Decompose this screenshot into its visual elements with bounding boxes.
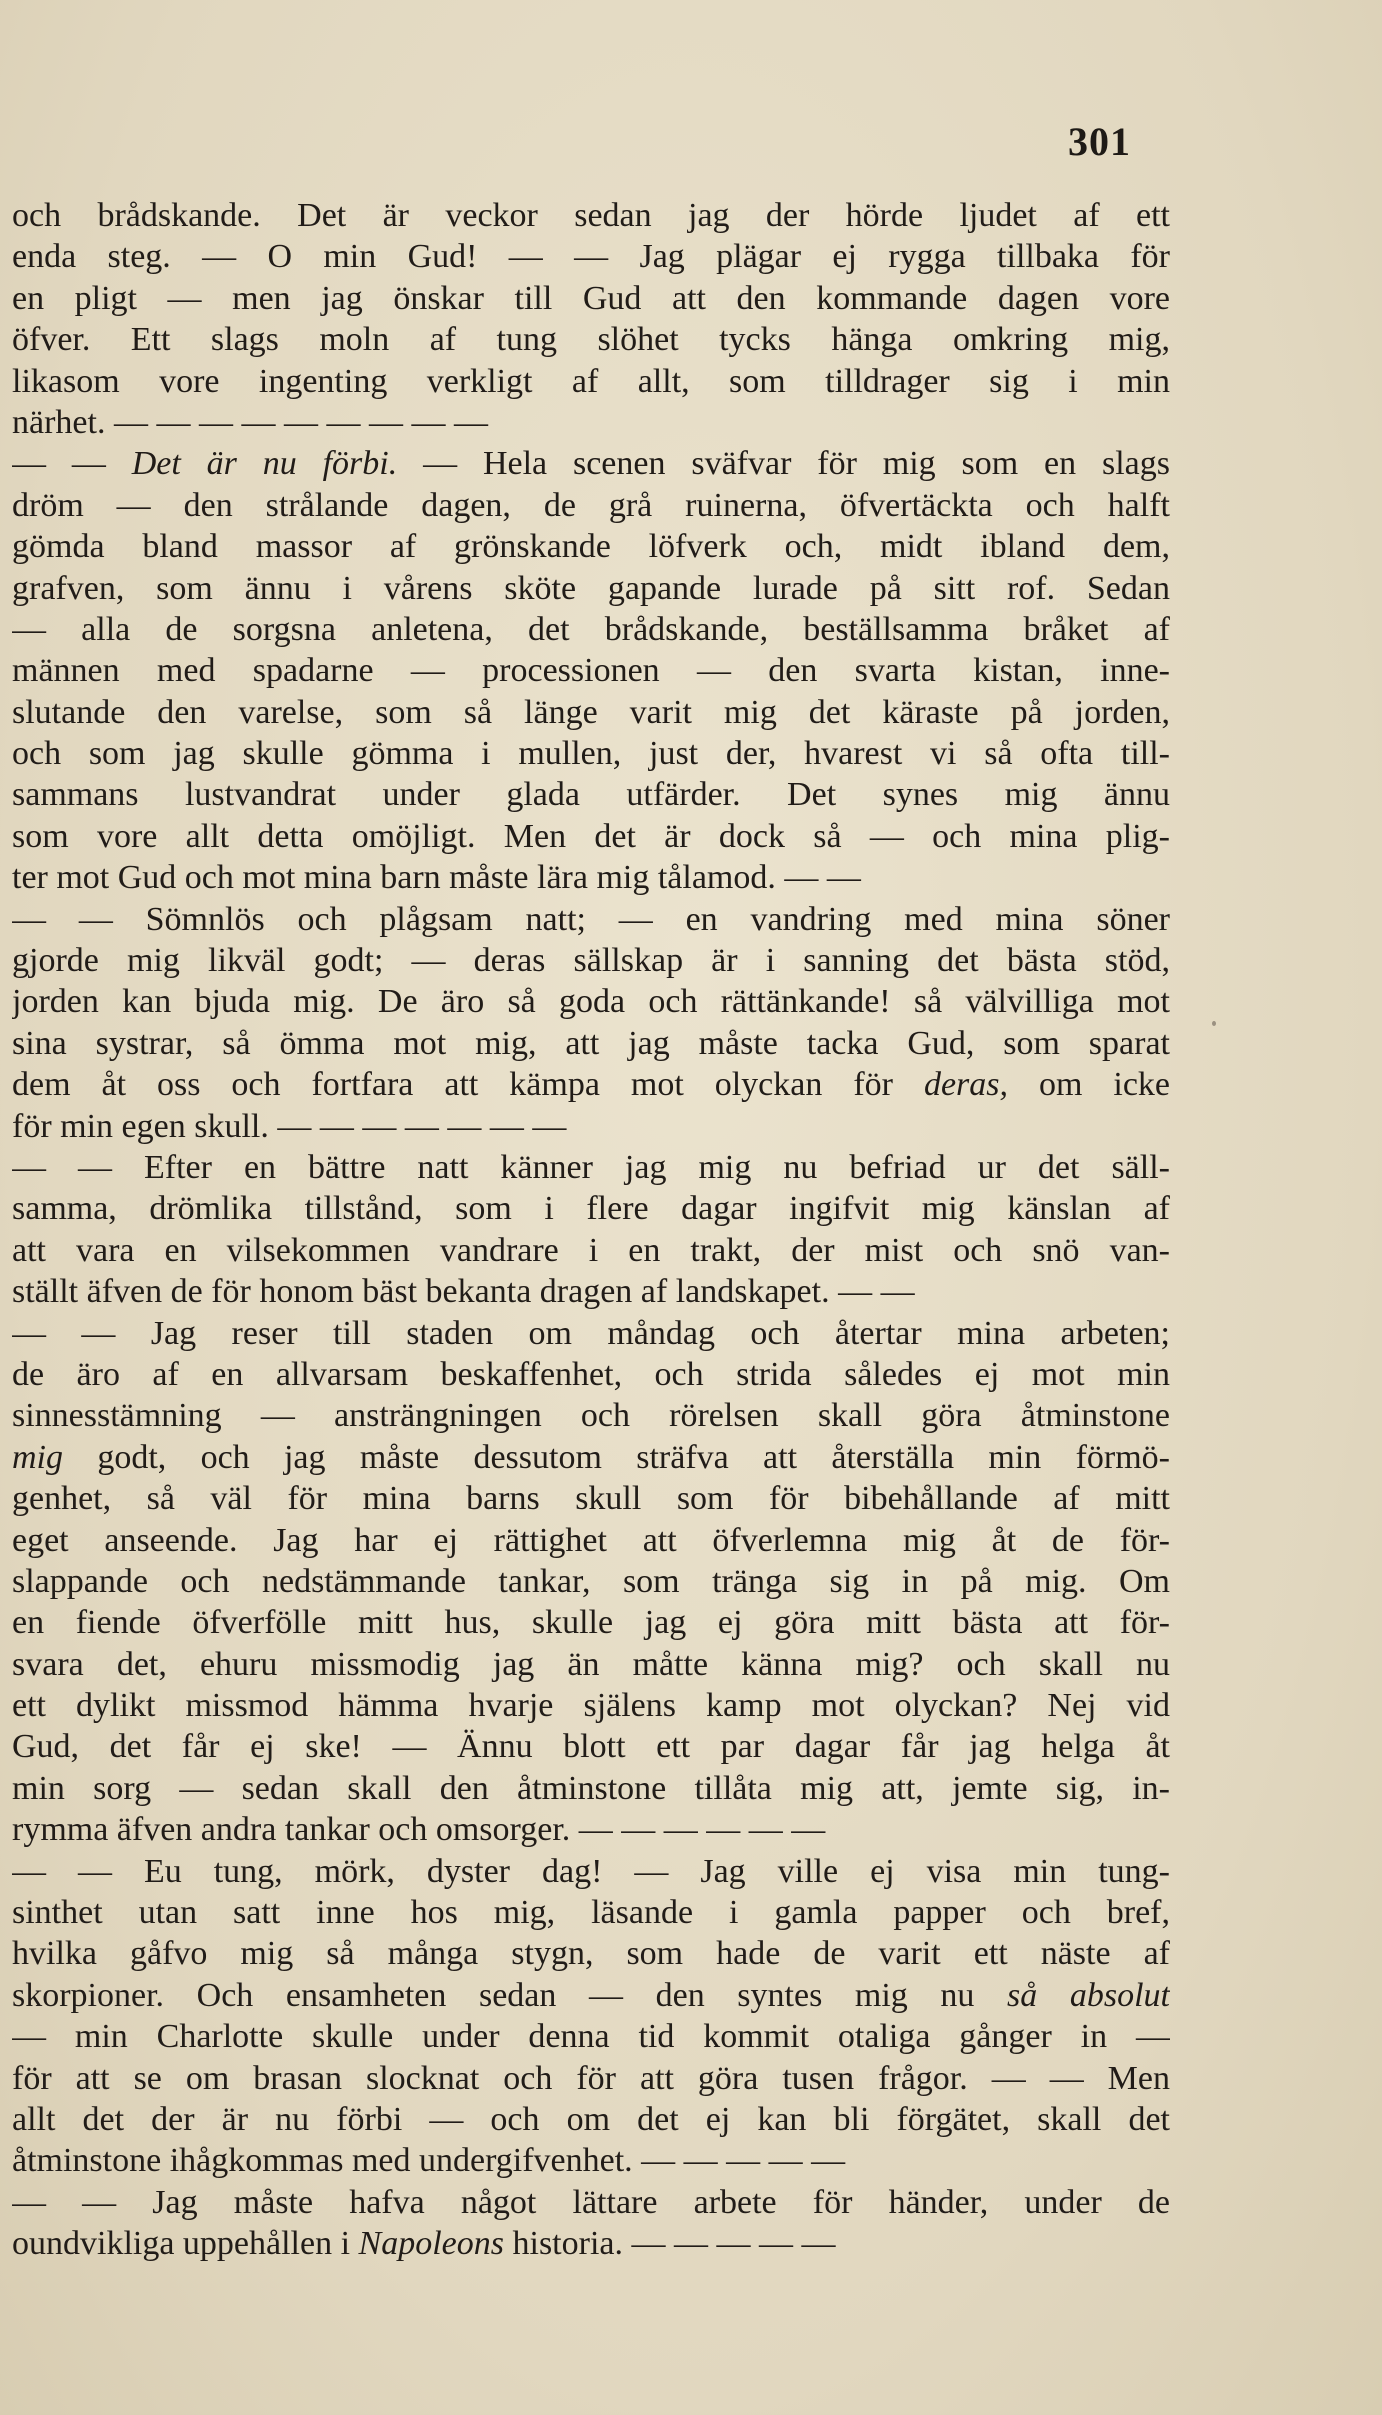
text-line-content: min sorg — sedan skall den åtminstone tillåta mig att, jemte sig, in- bbox=[12, 1769, 1170, 1807]
text-line bbox=[12, 692, 1170, 733]
text-line bbox=[12, 1933, 1170, 1974]
text-line bbox=[12, 1768, 1170, 1809]
text-line bbox=[12, 650, 1170, 691]
text-line-content: sina systrar, så ömma mot mig, att jag måste tacka Gud, som sparat bbox=[12, 1024, 1170, 1062]
text-line bbox=[12, 485, 1170, 526]
text-line-content: och brådskande. Det är veckor sedan jag der hörde ljudet af ett bbox=[12, 197, 1170, 234]
text-line bbox=[12, 733, 1170, 774]
text-line-content: männen med spadarne — processionen — den svarta kistan, inne- bbox=[12, 652, 1170, 690]
text-line-content: de äro af en allvarsam beskaffenhet, och strida således ej mot min bbox=[12, 1355, 1170, 1393]
text-line bbox=[12, 816, 1170, 857]
text-line bbox=[12, 1313, 1170, 1354]
text-line-content: samma, drömlika tillstånd, som i flere dagar ingifvit mig känslan af bbox=[12, 1190, 1170, 1228]
text-line-content: skorpioner. Och ensamheten sedan — den syntes mig nu så absolut bbox=[12, 1976, 1170, 2014]
text-line bbox=[12, 1644, 1170, 1685]
text-line-content: Gud, det får ej ske! — Ännu blott ett par dagar får jag helga åt bbox=[12, 1728, 1170, 1766]
text-line-content: slutande den varelse, som så länge varit mig det käraste på jorden, bbox=[12, 693, 1170, 731]
text-line-content: ett dylikt missmod hämma hvarje själens kamp mot olyckan? Nej vid bbox=[12, 1687, 1170, 1725]
text-line bbox=[12, 2182, 1170, 2223]
text-line-content: oundvikliga uppehållen i Napoleons historia. — — — — — bbox=[12, 2225, 836, 2263]
text-line bbox=[12, 1478, 1170, 1519]
text-line-content: slappande och nedstämmande tankar, som tränga sig in på mig. Om bbox=[12, 1562, 1170, 1600]
text-line bbox=[12, 2099, 1170, 2140]
text-line-content: rymma äfven andra tankar och omsorger. — — — — — — bbox=[12, 1811, 826, 1849]
text-line-content: dem åt oss och fortfara att kämpa mot olyckan för deras, om icke bbox=[12, 1066, 1170, 1104]
text-line-content: en pligt — men jag önskar till Gud att den kommande dagen vore bbox=[12, 279, 1170, 317]
text-line bbox=[12, 1023, 1170, 1064]
text-line-content: grafven, som ännu i vårens sköte gapande lurade på sitt rof. Sedan bbox=[12, 569, 1170, 607]
text-line bbox=[12, 2223, 1170, 2264]
text-line-content: likasom vore ingenting verkligt af allt, som tilldrager sig i min bbox=[12, 362, 1170, 400]
text-line-content: jorden kan bjuda mig. De äro så goda och rättänkande! så välvilliga mot bbox=[12, 983, 1170, 1021]
text-line-content: ter mot Gud och mot mina barn måste lära mig tålamod. — — bbox=[12, 859, 861, 897]
text-line-content: — — Jag reser till staden om måndag och återtar mina arbeten; bbox=[12, 1314, 1170, 1352]
text-line bbox=[12, 774, 1170, 815]
text-line-content: hvilka gåfvo mig så många stygn, som hade de varit ett näste af bbox=[12, 1935, 1170, 1973]
text-line-content: enda steg. — O min Gud! — — Jag plägar ej rygga tillbaka för bbox=[12, 238, 1170, 276]
text-line bbox=[12, 609, 1170, 650]
text-line bbox=[12, 1809, 1170, 1850]
text-line bbox=[12, 568, 1170, 609]
text-line bbox=[12, 443, 1170, 484]
text-line bbox=[12, 857, 1170, 898]
text-line bbox=[12, 1106, 1170, 1147]
text-line bbox=[12, 1602, 1170, 1643]
text-line bbox=[12, 361, 1170, 402]
text-line bbox=[12, 195, 1170, 236]
text-line bbox=[12, 981, 1170, 1022]
text-line-content: — min Charlotte skulle under denna tid kommit otaliga gånger in — bbox=[12, 2018, 1170, 2056]
text-line-content: — — Det är nu förbi. — Hela scenen sväfvar för mig som en slags bbox=[12, 445, 1170, 483]
text-line bbox=[12, 1892, 1170, 1933]
body-text bbox=[12, 195, 1170, 2265]
text-line bbox=[12, 1561, 1170, 1602]
text-line-content: sinnesstämning — ansträngningen och rörelsen skall göra åtminstone bbox=[12, 1397, 1170, 1435]
text-line-content: eget anseende. Jag har ej rättighet att öfverlemna mig åt de för- bbox=[12, 1521, 1170, 1559]
text-line bbox=[12, 1685, 1170, 1726]
text-line-content: — — Eu tung, mörk, dyster dag! — Jag ville ej visa min tung- bbox=[12, 1852, 1170, 1890]
text-line bbox=[12, 1851, 1170, 1892]
text-line-content: att vara en vilsekommen vandrare i en trakt, der mist och snö van- bbox=[12, 1231, 1170, 1269]
page-number: 301 bbox=[1068, 119, 1131, 164]
text-line bbox=[12, 1395, 1170, 1436]
text-line bbox=[12, 402, 1170, 443]
text-line-content: dröm — den strålande dagen, de grå ruinerna, öfvertäckta och halft bbox=[12, 486, 1170, 524]
text-line-content: — — Sömnlös och plågsam natt; — en vandring med mina söner bbox=[12, 900, 1170, 938]
ink-spot bbox=[1212, 1021, 1216, 1026]
text-line-content: — — Jag måste hafva något lättare arbete för händer, under de bbox=[12, 2183, 1170, 2221]
text-line bbox=[12, 526, 1170, 567]
text-line-content: — — Efter en bättre natt känner jag mig nu befriad ur det säll- bbox=[12, 1148, 1170, 1186]
text-line bbox=[12, 1726, 1170, 1767]
text-line bbox=[12, 2016, 1170, 2057]
text-line bbox=[12, 940, 1170, 981]
text-line bbox=[12, 319, 1170, 360]
text-line bbox=[12, 899, 1170, 940]
text-line-content: allt det der är nu förbi — och om det ej kan bli förgätet, skall det bbox=[12, 2100, 1170, 2138]
text-line-content: — alla de sorgsna anletena, det brådskande, beställsamma bråket af bbox=[12, 610, 1170, 648]
text-line-content: gömda bland massor af grönskande löfverk och, midt ibland dem, bbox=[12, 528, 1170, 566]
text-line-content: öfver. Ett slags moln af tung slöhet tycks hänga omkring mig, bbox=[12, 321, 1170, 359]
text-line-content: och som jag skulle gömma i mullen, just der, hvarest vi så ofta till- bbox=[12, 735, 1170, 773]
text-line bbox=[12, 1230, 1170, 1271]
text-line bbox=[12, 278, 1170, 319]
text-line bbox=[12, 2140, 1170, 2181]
text-line-content: för att se om brasan slocknat och för att göra tusen frågor. — — Men bbox=[12, 2059, 1170, 2097]
text-line bbox=[12, 1147, 1170, 1188]
text-line-content: ställt äfven de för honom bäst bekanta dragen af landskapet. — — bbox=[12, 1273, 915, 1311]
text-line bbox=[12, 1064, 1170, 1105]
text-line-content: åtminstone ihågkommas med undergifvenhet. — — — — — bbox=[12, 2142, 846, 2180]
text-line-content: gjorde mig likväl godt; — deras sällskap är i sanning det bästa stöd, bbox=[12, 942, 1170, 980]
text-line-content: för min egen skull. — — — — — — — bbox=[12, 1107, 567, 1145]
text-line bbox=[12, 1520, 1170, 1561]
text-line-content: sammans lustvandrat under glada utfärder. Det synes mig ännu bbox=[12, 776, 1170, 814]
text-line bbox=[12, 1354, 1170, 1395]
text-line bbox=[12, 1437, 1170, 1478]
text-line-content: närhet. — — — — — — — — — bbox=[12, 403, 488, 441]
text-line bbox=[12, 1975, 1170, 2016]
text-line bbox=[12, 2058, 1170, 2099]
text-line-content: mig godt, och jag måste dessutom sträfva att återställa min förmö- bbox=[12, 1438, 1170, 1476]
text-line-content: genhet, så väl för mina barns skull som för bibehållande af mitt bbox=[12, 1480, 1170, 1518]
text-line bbox=[12, 1271, 1170, 1312]
text-line-content: en fiende öfverfölle mitt hus, skulle jag ej göra mitt bästa att för- bbox=[12, 1604, 1170, 1642]
text-line bbox=[12, 236, 1170, 277]
text-line bbox=[12, 1188, 1170, 1229]
text-line-content: som vore allt detta omöjligt. Men det är dock så — och mina plig- bbox=[12, 817, 1170, 855]
text-line-content: sinthet utan satt inne hos mig, läsande i gamla papper och bref, bbox=[12, 1894, 1170, 1932]
text-line-content: svara det, ehuru missmodig jag än måtte känna mig? och skall nu bbox=[12, 1645, 1170, 1683]
